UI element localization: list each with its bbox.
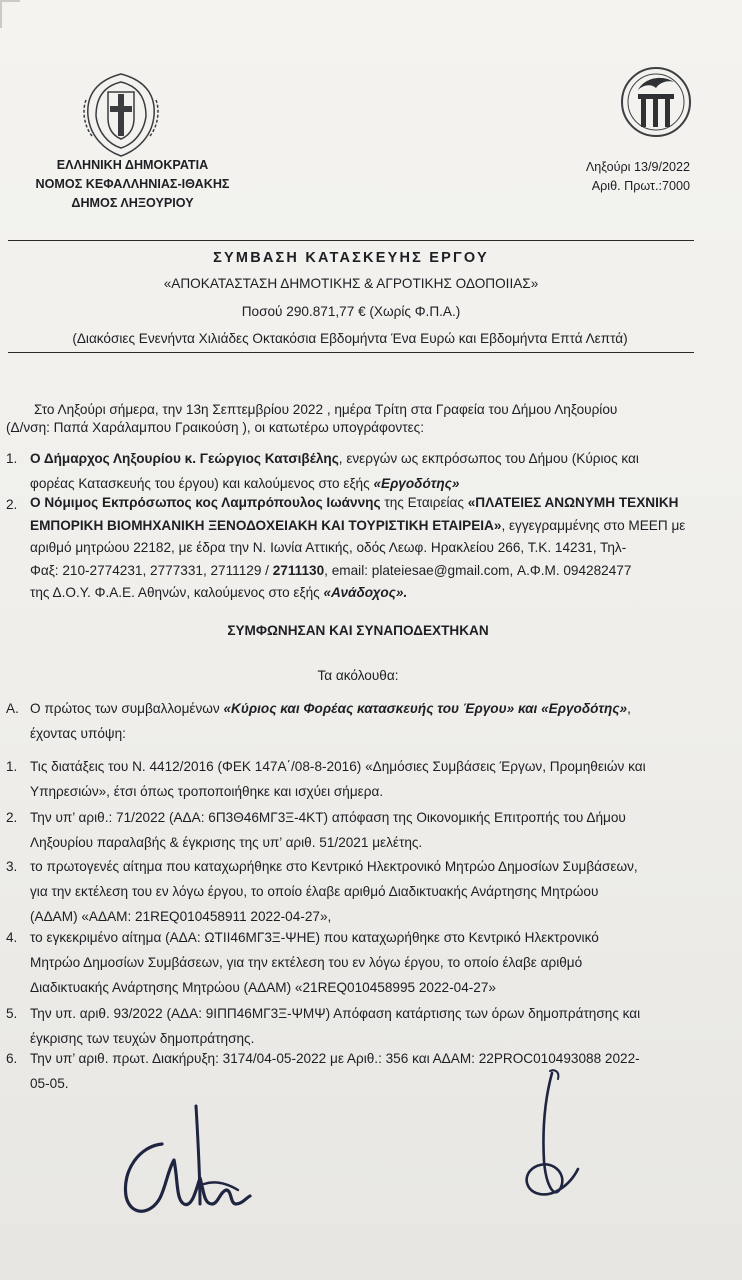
party-2-number: 2.	[6, 497, 18, 512]
consideration-4: το εγκεκριμένο αίτημα (ΑΔΑ: ΩΤΙΙ46ΜΓ3Ξ-ΨΗΕ) που καταχωρήθηκε στο Κεντρικό Ηλεκτρονικό Μητρώο Δημοσίων Συμβάσεων, για την εκτέλεση του εν λόγω έργου, το οποίο έλαβε αριθμό Διαδικτυακής Ανάρτησης Μητρώου (ΑΔΑΜ) «21REQ010458995 2022-04-27»	[30, 930, 599, 995]
municipality-emblem	[614, 64, 698, 140]
party-1-role: «Εργοδότης»	[373, 476, 460, 491]
issuer-municipality: ΔΗΜΟΣ ΛΗΞΟΥΡΙΟΥ	[71, 196, 194, 210]
consideration-3: το πρωτογενές αίτημα που καταχωρήθηκε στο Κεντρικό Ηλεκτρονικό Μητρώο Δημοσίων Συμβάσεων, για την εκτέλεση του εν λόγω έργου, το οποίο έλαβε αριθμό Διαδικτυακής Ανάρτησης Μητρώου (ΑΔΑΜ) «ΑΔΑΜ: 21REQ010458911 2022-04-27»,	[30, 859, 638, 924]
issuer-prefecture: ΝΟΜΟΣ ΚΕΦΑΛΛΗΝΙΑΣ-ΙΘΑΚΗΣ	[35, 177, 230, 191]
intro-line-1: Στο Ληξούρι σήμερα, την 13η Σεπτεμβρίου 2022 , ημέρα Τρίτη στα Γραφεία του Δήμου Ληξουρίου	[34, 402, 618, 417]
greek-coat-of-arms-emblem	[78, 70, 164, 160]
consideration-3-number: 3.	[6, 859, 18, 874]
following-heading: Τα ακόλουθα:	[317, 668, 399, 683]
consideration-2-number: 2.	[6, 810, 18, 825]
signature-right	[500, 1065, 610, 1205]
agreed-heading: ΣΥΜΦΩΝΗΣΑΝ ΚΑΙ ΣΥΝΑΠΟΔΕΧΤΗΚΑΝ	[227, 623, 489, 638]
contract-title: ΣΥΜΒΑΣΗ ΚΑΤΑΣΚΕΥΗΣ ΕΡΓΟΥ	[213, 250, 489, 266]
top-divider	[8, 240, 694, 241]
consideration-2: Την υπ’ αριθ.: 71/2022 (ΑΔΑ: 6Π3Θ46ΜΓ3Ξ-4ΚΤ) απόφαση της Οικονομικής Επιτροπής του Δήμου Ληξουρίου παραλαβής & έγκρισης της υπ’ αριθ. 51/2021 μελέτης.	[30, 810, 626, 850]
party-2-text: Ο Νόμιμος Εκπρόσωπος κος Λαμπρόπουλος Ιωάννης της Εταιρείας «ΠΛΑΤΕΙΕΣ ΑΝΩΝΥΜΗ ΤΕΧΝΙΚΗ ΕΜΠΟΡΙΚΗ ΒΙΟΜΗΧΑΝΙΚΗ ΞΕΝΟΔΟΧΕΙΑΚΗ ΚΑΙ ΤΟΥΡΙΣΤΙΚΗ ΕΤΑΙΡΕΙΑ», εγγεγραμμένης στο ΜΕΕΠ με αριθμό μητρώου 22182, με έδρα την Ν. Ιωνία Αττικής, οδός Λεωφ. Ηρακλείου 266, Τ.Κ. 14231, Τηλ- Φαξ: 210-2774231, 2777331, 2711129 / 2711130, email: plateiesae@gmail.com, Α.Φ.Μ. 094282477 της Δ.Ο.Υ. Φ.Α.Ε. Αθηνών, καλούμενος στο εξής «Ανάδοχος».	[30, 495, 686, 600]
header-issuer	[10, 156, 255, 213]
section-a-text: Ο πρώτος των συμβαλλομένων «Κύριος και Φορέας κατασκευής του Έργου» και «Εργοδότης», έχοντας υπόψη:	[30, 701, 631, 741]
consideration-1-number: 1.	[6, 759, 18, 774]
party-2-contacts: , email: plateiesae@gmail.com, Α.Φ.Μ. 094282477	[324, 562, 632, 578]
consideration-4-number: 4.	[6, 930, 18, 945]
section-a-letter: Α.	[6, 701, 19, 716]
party-1-number: 1.	[6, 451, 18, 466]
protocol-number: Αριθ. Πρωτ.:7000	[591, 179, 690, 193]
party-1-mayor: Ο Δήμαρχος Ληξουρίου κ. Γεώργιος Κατσιβέλης	[30, 451, 339, 466]
consideration-5: Την υπ. αριθ. 93/2022 (ΑΔΑ: 9ΙΠΠ46ΜΓ3Ξ-ΨΜΨ) Απόφαση κατάρτισης των όρων δημοπράτησης και έγκρισης των τευχών δημοπράτησης.	[30, 1006, 641, 1046]
section-a-party: «Κύριος και Φορέας κατασκευής του Έργου» και «Εργοδότης»	[223, 701, 628, 716]
consideration-6-number: 6.	[6, 1051, 18, 1066]
title-divider	[8, 352, 694, 353]
party-2-representative: Ο Νόμιμος Εκπρόσωπος κος Λαμπρόπουλος Ιωάννης	[30, 495, 381, 510]
party-1-text: Ο Δήμαρχος Ληξουρίου κ. Γεώργιος Κατσιβέλης, ενεργών ως εκπρόσωπος του Δήμου (Κύριος και φορέας Κατασκευής του έργου) και καλούμενος στο εξής «Εργοδότης»	[30, 451, 639, 491]
issuer-country: ΕΛΛΗΝΙΚΗ ΔΗΜΟΚΡΑΤΙΑ	[56, 158, 209, 172]
place-date: Ληξούρι 13/9/2022	[585, 160, 690, 174]
consideration-6: Την υπ’ αριθ. πρωτ. Διακήρυξη: 3174/04-05-2022 με Αριθ.: 356 και ΑΔΑΜ: 22PROC010493088 2022- 05-05.	[30, 1051, 640, 1091]
amount-in-words: (Διακόσιες Ενενήντα Χιλιάδες Οκτακόσια Εβδομήντα Ένα Ευρώ και Εβδομήντα Επτά Λεπτά)	[72, 331, 628, 346]
consideration-5-number: 5.	[6, 1006, 18, 1021]
signature-left	[100, 1100, 260, 1230]
project-name: «ΑΠΟΚΑΤΑΣΤΑΣΗ ΔΗΜΟΤΙΚΗΣ & ΑΓΡΟΤΙΚΗΣ ΟΔΟΠΟΙΙΑΣ»	[163, 276, 539, 291]
consideration-1: Τις διατάξεις του Ν. 4412/2016 (ΦΕΚ 147Α΄/08-8-2016) «Δημόσιες Συμβάσεις Έργων, Προμηθειών και Υπηρεσιών», έτσι όπως τροποποιήθηκε και ισχύει σήμερα.	[30, 759, 646, 799]
header-date-protocol	[586, 158, 690, 196]
party-2-role: «Ανάδοχος».	[323, 585, 408, 600]
intro-line-2: (Δ/νση: Παπά Χαράλαμπου Γραικούση ), οι κατωτέρω υπογράφοντες:	[6, 420, 424, 435]
scan-corner-mark	[0, 0, 20, 28]
contract-amount: Ποσού 290.871,77 € (Χωρίς Φ.Π.Α.)	[241, 304, 461, 319]
party-2-company: ΕΜΠΟΡΙΚΗ ΒΙΟΜΗΧΑΝΙΚΗ ΞΕΝΟΔΟΧΕΙΑΚΗ ΚΑΙ ΤΟΥΡΙΣΤΙΚΗ ΕΤΑΙΡΕΙΑ»	[30, 517, 502, 533]
